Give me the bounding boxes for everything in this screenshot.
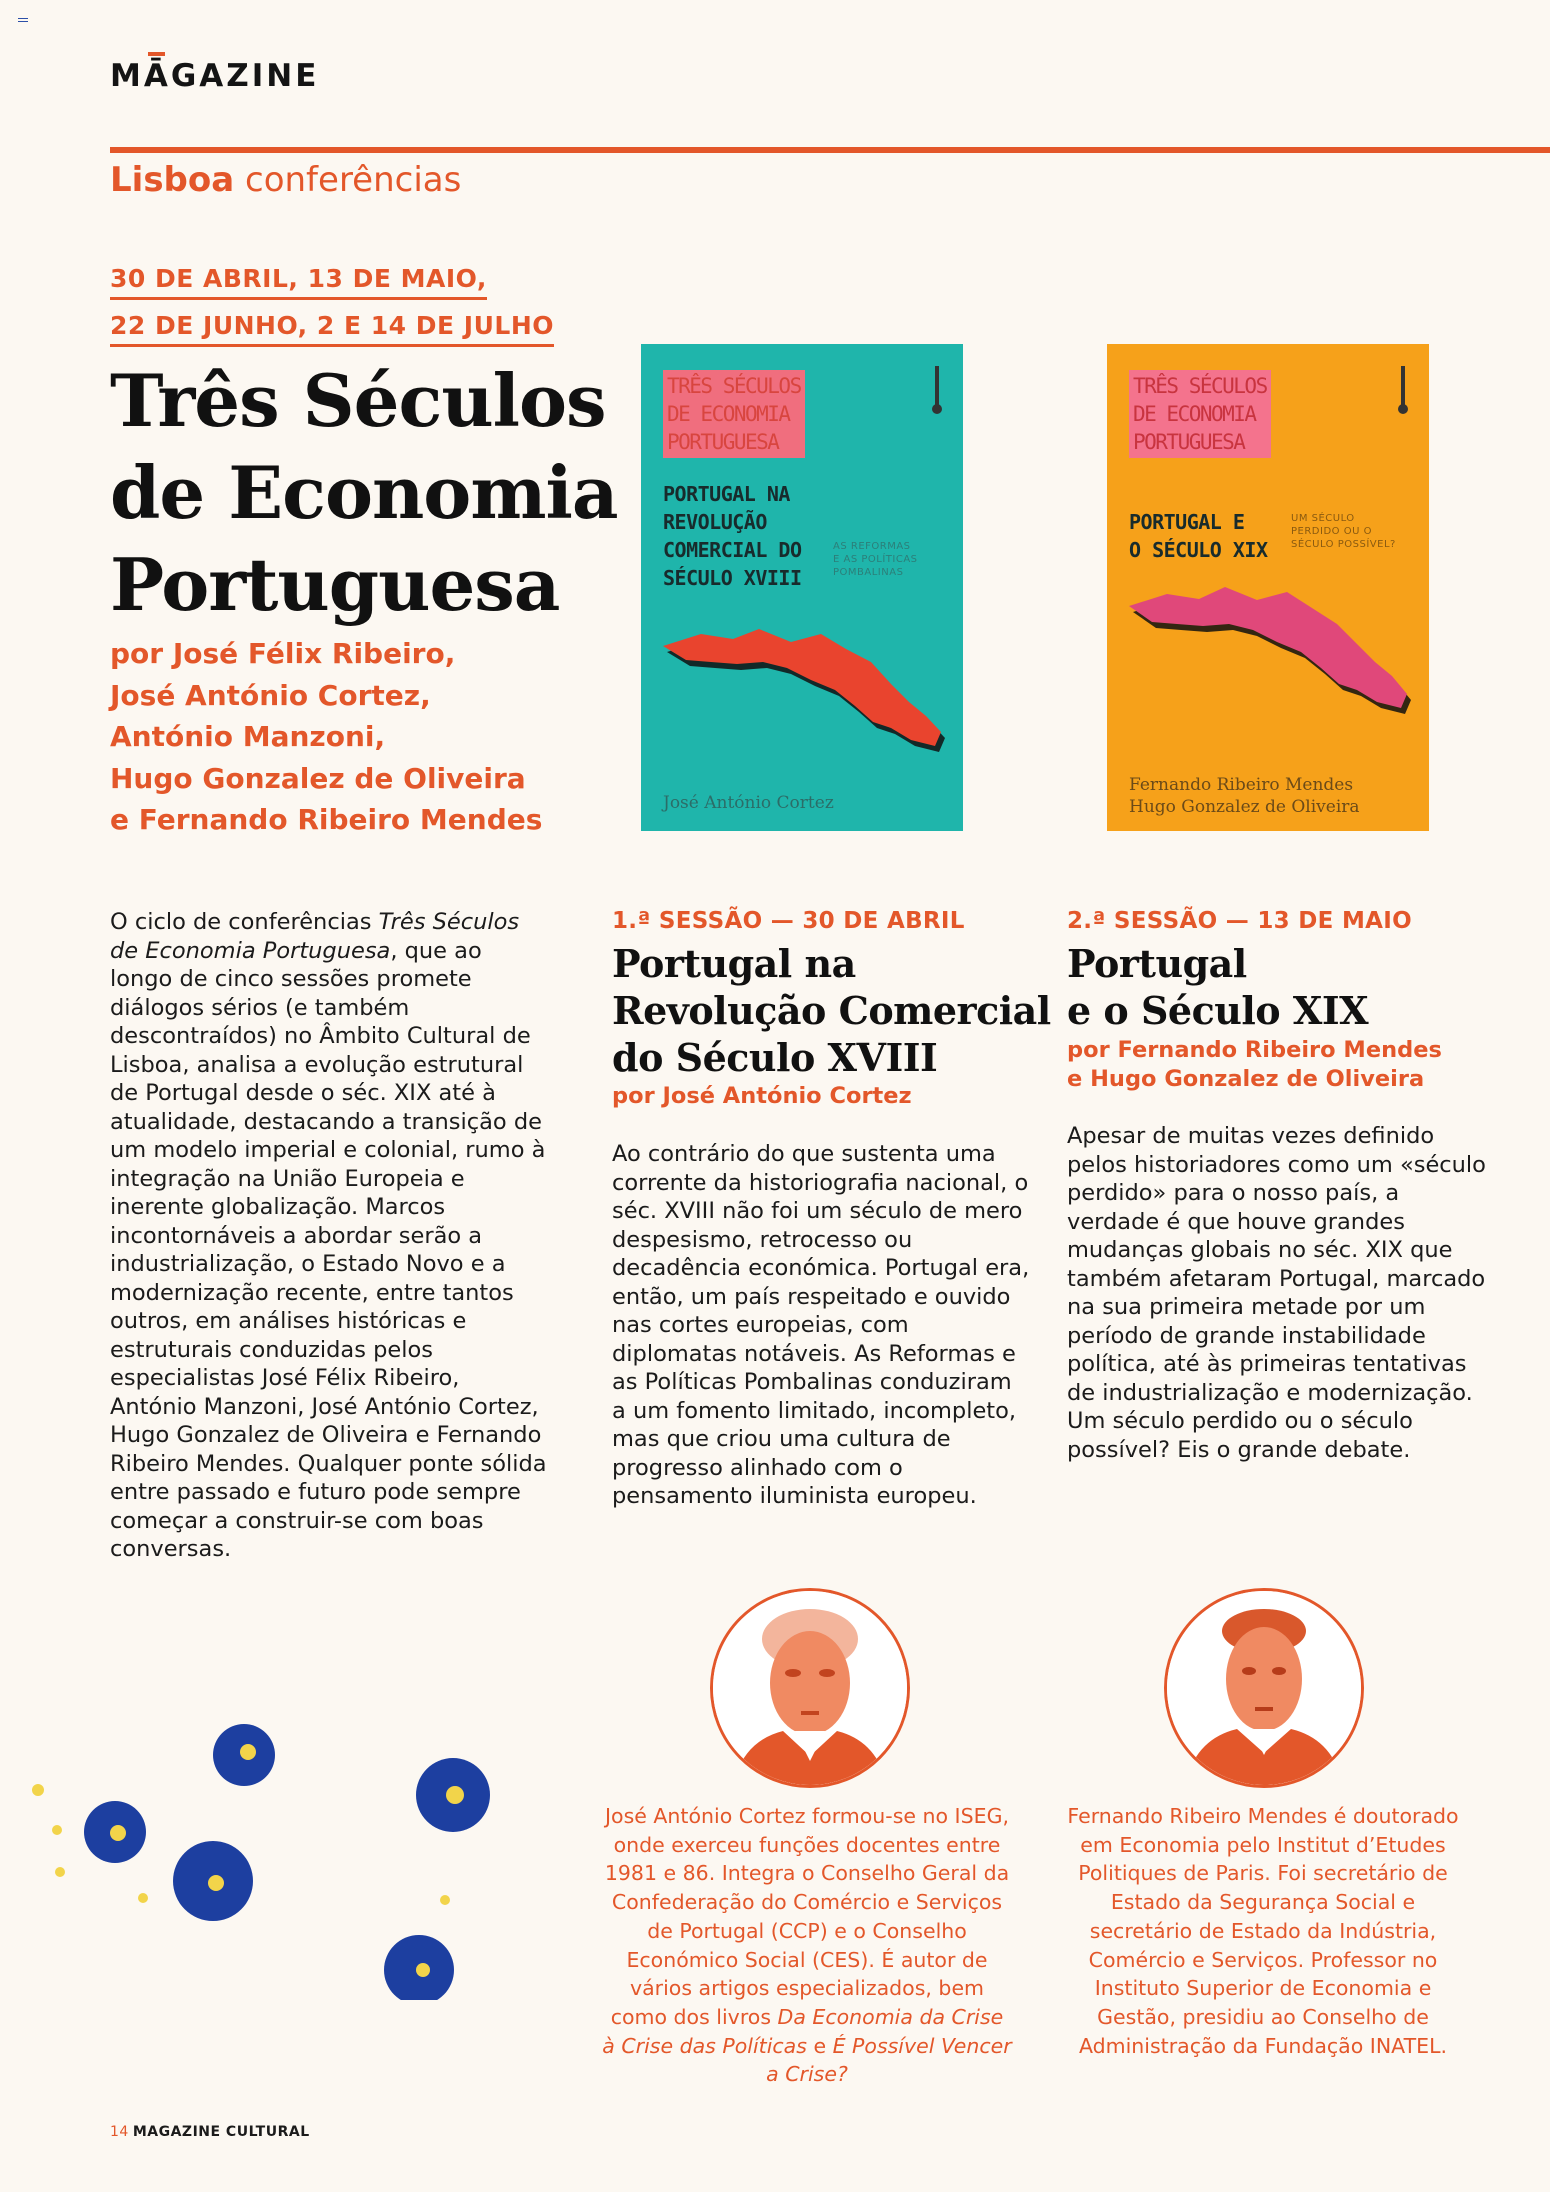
publisher-icon bbox=[935, 366, 939, 410]
book-subtitle: AS REFORMAS E AS POLÍTICAS POMBALINAS bbox=[833, 541, 918, 578]
magazine-logo: MĀGAZINE bbox=[110, 58, 320, 94]
book-title: PORTUGAL NA REVOLUÇÃO COMERCIAL DO SÉCULO XVIII bbox=[663, 482, 802, 590]
book-author: Fernando Ribeiro Mendes Hugo Gonzalez de Oliveira bbox=[1129, 775, 1360, 817]
event-authors: por José Félix Ribeiro, José António Cortez, António Manzoni, Hugo Gonzalez de Oliveira e Fernando Ribeiro Mendes bbox=[110, 637, 543, 836]
section-heading: Lisboa conferências bbox=[110, 160, 462, 200]
session-1-byline: por José António Cortez bbox=[612, 1083, 912, 1109]
session-2-kicker: 2.ª SESSÃO — 13 DE MAIO bbox=[1067, 908, 1412, 934]
session-2-title: Portugal e o Século XIX bbox=[1067, 941, 1369, 1033]
book-cover-revolucao-comercial bbox=[641, 344, 963, 831]
session-2-byline: por Fernando Ribeiro Mendes e Hugo Gonzalez de Oliveira bbox=[1067, 1037, 1442, 1092]
publisher-icon bbox=[1401, 366, 1405, 410]
bio-jose-antonio-cortez: José António Cortez formou-se no ISEG, onde exerceu funções docentes entre 1981 e 86. Integra o Conselho Geral da Confederação do Comércio e Serviços de Portugal (CCP) e o Conselho Económico Social (CES). É autor de vários artigos especializados, bem como dos livros Da Economia da Crise à Crise das Políticas e É Possível Vencer a Crise? bbox=[602, 1804, 1012, 2087]
dates-line-2: 22 DE JUNHO, 2 E 14 DE JULHO bbox=[110, 308, 554, 347]
decorative-dots-illustration bbox=[0, 1700, 560, 2000]
book-title: PORTUGAL E O SÉCULO XIX bbox=[1129, 510, 1268, 562]
page-footer bbox=[110, 2124, 310, 2140]
book-series-label: TRÊS SÉCULOS DE ECONOMIA PORTUGUESA bbox=[663, 370, 805, 458]
page-number: 14 bbox=[110, 2124, 129, 2140]
book-author: José António Cortez bbox=[663, 793, 834, 813]
session-1-text: Ao contrário do que sustenta uma corrente da historiografia nacional, o séc. XVIII não foi um século de mero despesismo, retrocesso ou decadência económica. Portugal era, então, um país respeitado e ouvido nas cortes europeias, com diplomatas notáveis. As Reformas e as Políticas Pombalinas conduziram a um fomento limitado, incompleto, mas que criou uma cultura de progresso alinhado com o pensamento iluminista europeu. bbox=[612, 1141, 1030, 1509]
footer-label: MAGAZINE CULTURAL bbox=[132, 2124, 310, 2140]
bio-fernando-ribeiro-mendes: Fernando Ribeiro Mendes é doutorado em Economia pelo Institut d’Etudes Politiques de Paris. Foi secretário de Estado da Segurança Social e secretário de Estado da Indústria, Comércio e Serviços. Professor no Instituto Superior de Economia e Gestão, presidiu ao Conselho de Administração da Fundação INATEL. bbox=[1067, 1804, 1459, 2058]
book-subtitle: UM SÉCULO PERDIDO OU O SÉCULO POSSÍVEL? bbox=[1291, 513, 1396, 550]
intro-paragraph: O ciclo de conferências Três Séculos de Economia Portuguesa, que ao longo de cinco sessões promete diálogos sérios (e também descontraídos) no Âmbito Cultural de Lisboa, analisa a evolução estrutural de Portugal desde o séc. XIX até à atualidade, destacando a transição de um modelo imperial e colonial, rumo à integração na União Europeia e inerente globalização. Marcos incontornáveis a abordar serão a industrialização, o Estado Novo e a modernização recente, entre tantos outros, em análises históricas e estruturais conduzidas pelos especialistas José Félix Ribeiro, António Manzoni, José António Cortez, Hugo Gonzalez de Oliveira e Fernando Ribeiro Mendes. Qualquer ponte sólida entre passado e futuro pode sempre começar a construir-se com boas conversas. bbox=[110, 909, 547, 1562]
event-dates bbox=[110, 258, 554, 352]
menu-icon[interactable] bbox=[18, 18, 28, 26]
session-2-text: Apesar de muitas vezes definido pelos historiadores como um «século perdido» para o nosso país, a verdade é que houve grandes mudanças globais no séc. XIX que também afetaram Portugal, marcado na sua primeira metade por um período de grande instabilidade política, até às primeiras tentativas de industrialização e modernização. Um século perdido ou o século possível? Eis o grande debate. bbox=[1067, 1123, 1486, 1463]
event-title: Três Séculos de Economia Portuguesa bbox=[110, 358, 618, 627]
session-1-kicker: 1.ª SESSÃO — 30 DE ABRIL bbox=[612, 908, 965, 934]
header-rule bbox=[110, 147, 1550, 153]
session-1-title: Portugal na Revolução Comercial do Século XVIII bbox=[612, 941, 1051, 1080]
dates-line-1: 30 DE ABRIL, 13 DE MAIO, bbox=[110, 261, 487, 300]
book-cover-seculo-xix bbox=[1107, 344, 1429, 831]
portrait-jose-antonio-cortez bbox=[710, 1588, 910, 1788]
book-series-label: TRÊS SÉCULOS DE ECONOMIA PORTUGUESA bbox=[1129, 370, 1271, 458]
portrait-fernando-ribeiro-mendes bbox=[1164, 1588, 1364, 1788]
